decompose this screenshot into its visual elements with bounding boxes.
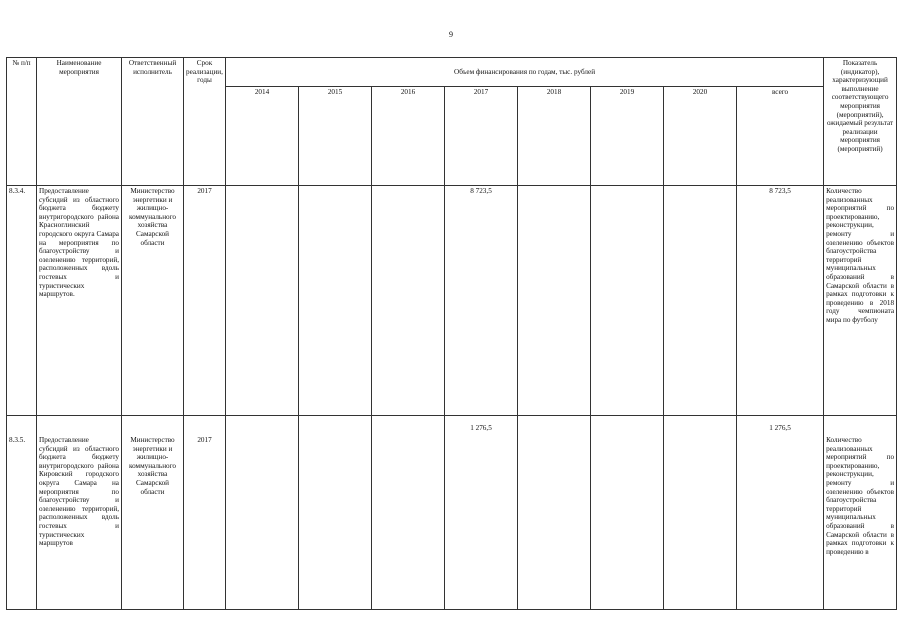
row-value-2020 bbox=[664, 186, 737, 416]
row-value-2016 bbox=[372, 416, 445, 610]
header-year: 2015 bbox=[299, 87, 372, 186]
page-number: 9 bbox=[449, 30, 453, 39]
table-row bbox=[7, 416, 897, 610]
header-year: 2017 bbox=[445, 87, 518, 186]
row-indicator: Количество реализованных мероприятий по проектированию, реконструкции, ремонту и озеленению объектов благоустройства территорий муниципальных образований в Самарской области в рамках подготовки к проведению в 2018 году чемпионата мира по футболу bbox=[824, 186, 897, 416]
row-value-2018 bbox=[518, 186, 591, 416]
row-value-2014 bbox=[226, 186, 299, 416]
header-year: 2020 bbox=[664, 87, 737, 186]
header-total: всего bbox=[737, 87, 824, 186]
header-responsible: Ответственный исполнитель bbox=[122, 58, 184, 186]
header-year: 2014 bbox=[226, 87, 299, 186]
row-term: 2017 bbox=[184, 416, 226, 610]
row-indicator: Количество реализованных мероприятий по проектированию, реконструкции, ремонту и озеленению объектов благоустройства территорий муниципальных образований в Самарской области в рамках подготовки к проведению в bbox=[824, 416, 897, 610]
row-value-2016 bbox=[372, 186, 445, 416]
row-total: 1 276,5 bbox=[737, 416, 824, 610]
row-responsible: Министерство энергетики и жилищно-коммунального хозяйства Самарской области bbox=[122, 416, 184, 610]
header-row bbox=[7, 58, 897, 87]
row-value-2018 bbox=[518, 416, 591, 610]
header-term: Срок реализации, годы bbox=[184, 58, 226, 186]
row-num: 8.3.5. bbox=[7, 416, 37, 610]
row-value-2015 bbox=[299, 186, 372, 416]
row-value-2019 bbox=[591, 416, 664, 610]
row-term: 2017 bbox=[184, 186, 226, 416]
row-value-2015 bbox=[299, 416, 372, 610]
table-row bbox=[7, 186, 897, 416]
row-name: Предоставление субсидий из областного бюджета бюджету внутригородского района Красноглинский городского округа Самара на мероприятия по благоустройству и озеленению территорий, расположенных вдоль гостевых и туристических маршрутов. bbox=[37, 186, 122, 416]
header-year: 2018 bbox=[518, 87, 591, 186]
row-responsible: Министерство энергетики и жилищно-коммунального хозяйства Самарской области bbox=[122, 186, 184, 416]
header-year: 2016 bbox=[372, 87, 445, 186]
row-value-2020 bbox=[664, 416, 737, 610]
header-year: 2019 bbox=[591, 87, 664, 186]
row-value-2017: 8 723,5 bbox=[445, 186, 518, 416]
header-num: № п/п bbox=[7, 58, 37, 186]
header-name: Наименование мероприятия bbox=[37, 58, 122, 186]
row-total: 8 723,5 bbox=[737, 186, 824, 416]
row-value-2014 bbox=[226, 416, 299, 610]
funding-table bbox=[6, 57, 897, 610]
row-value-2017: 1 276,5 bbox=[445, 416, 518, 610]
header-indicator: Показатель (индикатор), характеризующий выполнение соответствующего мероприятия (мероприятий), ожидаемый результат реализации мероприятия (мероприятий) bbox=[824, 58, 897, 186]
row-num: 8.3.4. bbox=[7, 186, 37, 416]
row-name: Предоставление субсидий из областного бюджета бюджету внутригородского района Кировский городского округа Самара на мероприятия по благоустройству и озеленению территорий, расположенных вдоль гостевых и туристических маршрутов bbox=[37, 416, 122, 610]
header-funding: Объем финансирования по годам, тыс. рублей bbox=[226, 58, 824, 87]
row-value-2019 bbox=[591, 186, 664, 416]
